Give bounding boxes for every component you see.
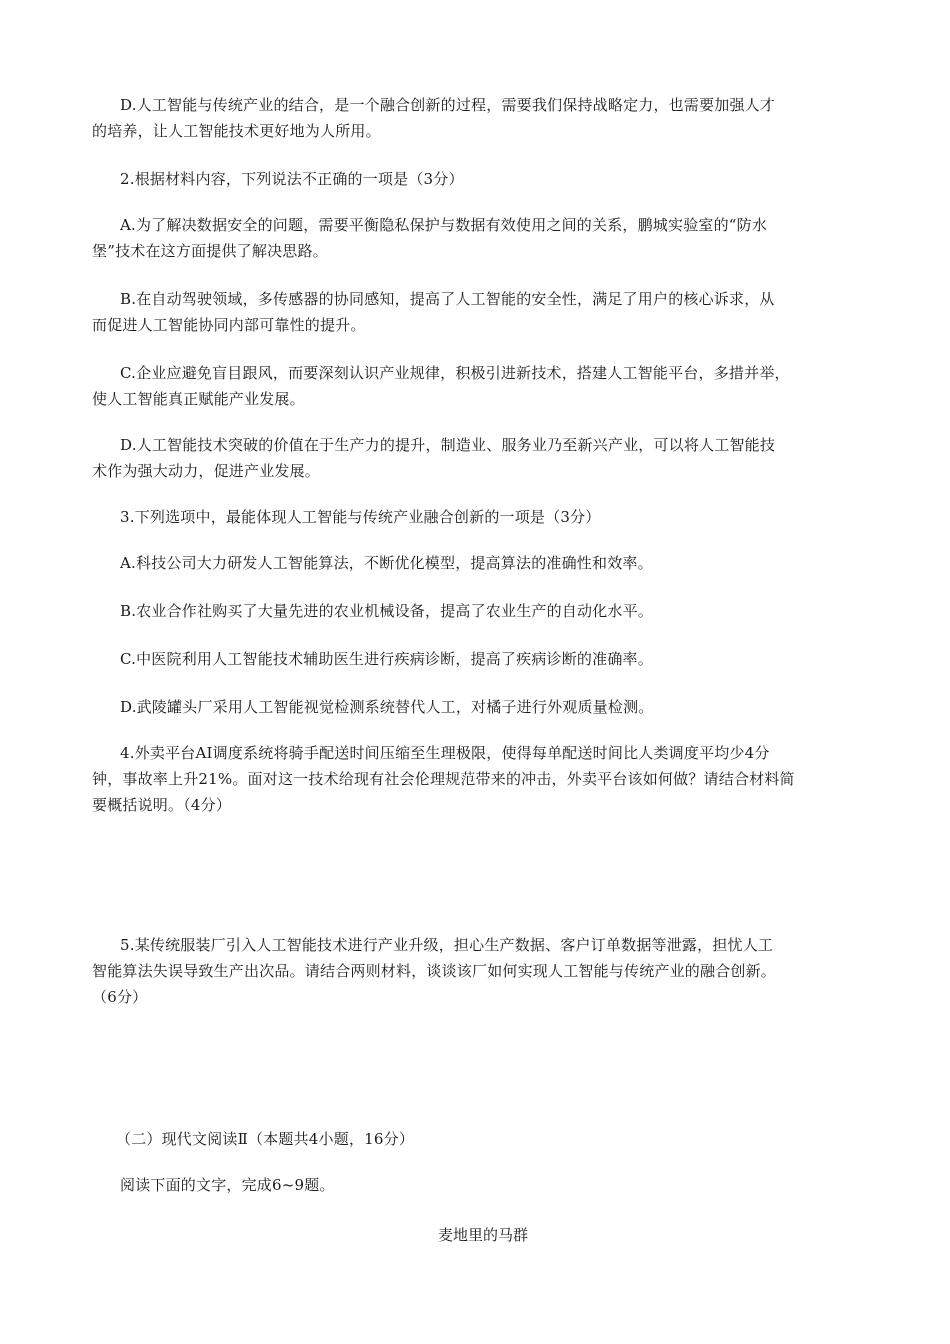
q2-option-a-line1: A.为了解决数据安全的问题，需要平衡隐私保护与数据有效使用之间的关系，鹏城实验室的“防水: [120, 216, 768, 234]
q2-option-d-line1: D.人工智能技术突破的价值在于生产力的提升，制造业、服务业乃至新兴产业，可以将人工智能技: [120, 436, 776, 454]
question-5: [92, 932, 860, 1010]
q3-option-a: A.科技公司大力研发人工智能算法，不断优化模型，提高算法的准确性和效率。: [120, 554, 653, 572]
q2-option-b-line1: B.在自动驾驶领域，多传感器的协同感知，提高了人工智能的安全性，满足了用户的核心诉求，从: [120, 290, 775, 308]
q2-option-a-line2: 堡”技术在这方面提供了解决思路。: [92, 242, 328, 260]
q2-option-d: [92, 432, 860, 484]
q1-option-d: [92, 92, 860, 144]
q1-option-d-line2: 的培养，让人工智能技术更好地为人所用。: [92, 122, 381, 140]
question-5-line1: 5.某传统服装厂引入人工智能技术进行产业升级，担心生产数据、客户订单数据等泄露，担忧人工: [120, 936, 774, 954]
q3-option-b: B.农业合作社购买了大量先进的农业机械设备，提高了农业生产的自动化水平。: [120, 602, 653, 620]
question-3: 3.下列选项中，最能体现人工智能与传统产业融合创新的一项是（3分）: [120, 508, 601, 526]
q2-option-a: [92, 212, 860, 264]
q3-option-c: C.中医院利用人工智能技术辅助医生进行疾病诊断，提高了疾病诊断的准确率。: [120, 650, 653, 668]
q1-option-d-line1: D.人工智能与传统产业的结合，是一个融合创新的过程，需要我们保持战略定力，也需要加强人才: [120, 96, 776, 114]
story-title: 麦地里的马群: [437, 1226, 528, 1244]
question-4-line3: 要概括说明。（4分）: [92, 796, 232, 814]
q2-option-b-line2: 而促进人工智能协同内部可靠性的提升。: [92, 316, 366, 334]
q3-option-d: D.武陵罐头厂采用人工智能视觉检测系统替代人工，对橘子进行外观质量检测。: [120, 698, 654, 716]
question-5-line3: （6分）: [92, 988, 148, 1006]
q2-option-d-line2: 术作为强大动力，促进产业发展。: [92, 462, 321, 480]
question-5-line2: 智能算法失误导致生产出次品。请结合两则材料，谈谈该厂如何实现人工智能与传统产业的融合创新。: [92, 962, 777, 980]
question-4-line1: 4.外卖平台AI调度系统将骑手配送时间压缩至生理极限，使得每单配送时间比人类调度平均少4分: [120, 744, 770, 762]
question-4-line2: 钟，事故率上升21%。面对这一技术给现有社会伦理规范带来的冲击，外卖平台该如何做？请结合材料简: [92, 770, 795, 788]
q2-option-c-line1: C.企业应避免盲目跟风，而要深刻认识产业规律，积极引进新技术，搭建人工智能平台，多措并举，: [120, 364, 790, 382]
question-2: 2.根据材料内容，下列说法不正确的一项是（3分）: [120, 170, 464, 188]
q2-option-c: [92, 360, 860, 412]
reading-instruction: 阅读下面的文字，完成6~9题。: [120, 1176, 335, 1194]
q2-option-b: [92, 286, 860, 338]
q2-option-c-line2: 使人工智能真正赋能产业发展。: [92, 390, 305, 408]
question-4: [92, 740, 860, 818]
section-heading: （二）现代文阅读Ⅱ（本题共4小题，16分）: [116, 1130, 415, 1148]
